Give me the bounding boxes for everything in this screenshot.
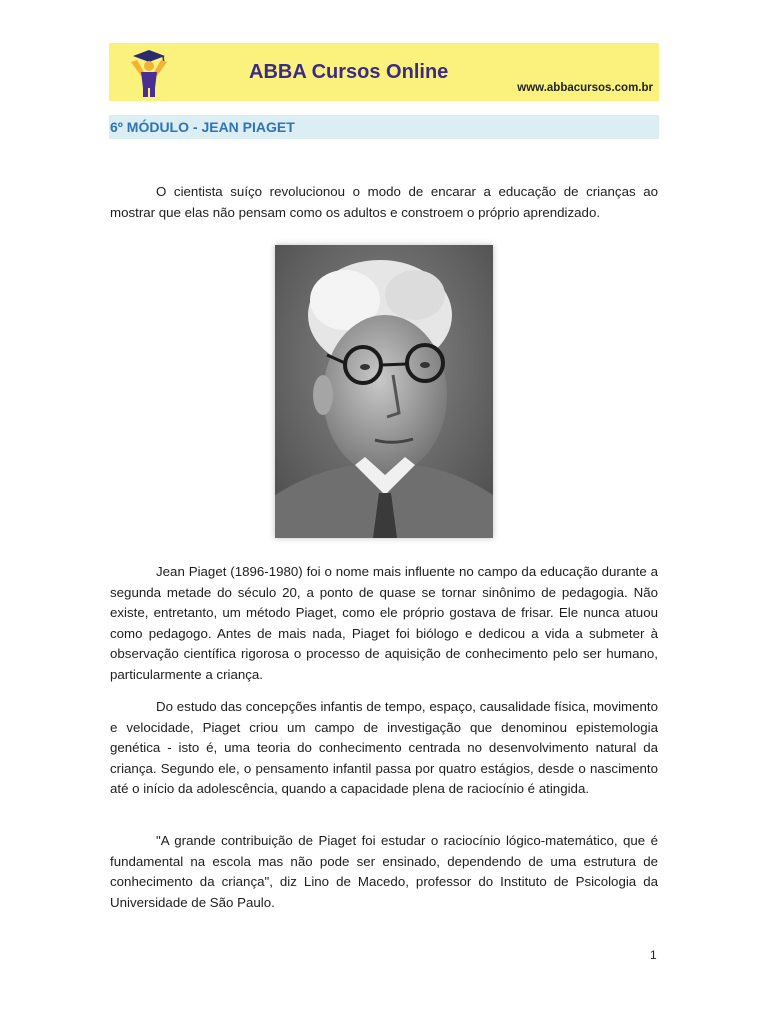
intro-paragraph: O cientista suíço revolucionou o modo de encarar a educação de crianças ao mostrar que elas não pensam como os adultos e constroem o próprio aprendizado. (110, 184, 658, 220)
page-number: 1 (650, 948, 657, 962)
quote-paragraph: "A grande contribuição de Piaget foi estudar o raciocínio lógico-matemático, que é fundamental na escola mas não pode ser ensinado, dependendo de uma estrutura de conhecimento da criança", diz Lino de Macedo, professor do Instituto de Psicologia da Universidade de São Paulo. (110, 833, 658, 910)
portrait-photo (275, 245, 493, 538)
portrait-illustration (275, 245, 493, 538)
module-title: 6º MÓDULO - JEAN PIAGET (110, 119, 295, 135)
brand-url[interactable]: www.abbacursos.com.br (517, 82, 653, 94)
header-banner (109, 43, 659, 101)
graduate-figure-icon (127, 48, 171, 98)
module-heading-bar (109, 115, 659, 139)
biography-paragraph: Jean Piaget (1896-1980) foi o nome mais influente no campo da educação durante a segunda metade do século 20, a ponto de quase se tornar sinônimo de pedagogia. Não existe, entretanto, um método Piaget, como ele próprio gostava de frisar. Ele nunca atuou como pedagogo. Antes de mais nada, Piaget foi biólogo e dedicou a vida a submeter à observação científica rigorosa o processo de aquisição de conhecimento pelo ser humano, particularmente a criança. (110, 564, 658, 682)
brand-title: ABBA Cursos Online (249, 61, 449, 83)
theory-paragraph: Do estudo das concepções infantis de tempo, espaço, causalidade física, movimento e velocidade, Piaget criou um campo de investigação que denominou epistemologia genética - isto é, uma teoria do conhecimento centrada no desenvolvimento natural da criança. Segundo ele, o pensamento infantil passa por quatro estágios, desde o nascimento até o início da adolescência, quando a capacidade plena de raciocínio é atingida. (110, 699, 658, 796)
